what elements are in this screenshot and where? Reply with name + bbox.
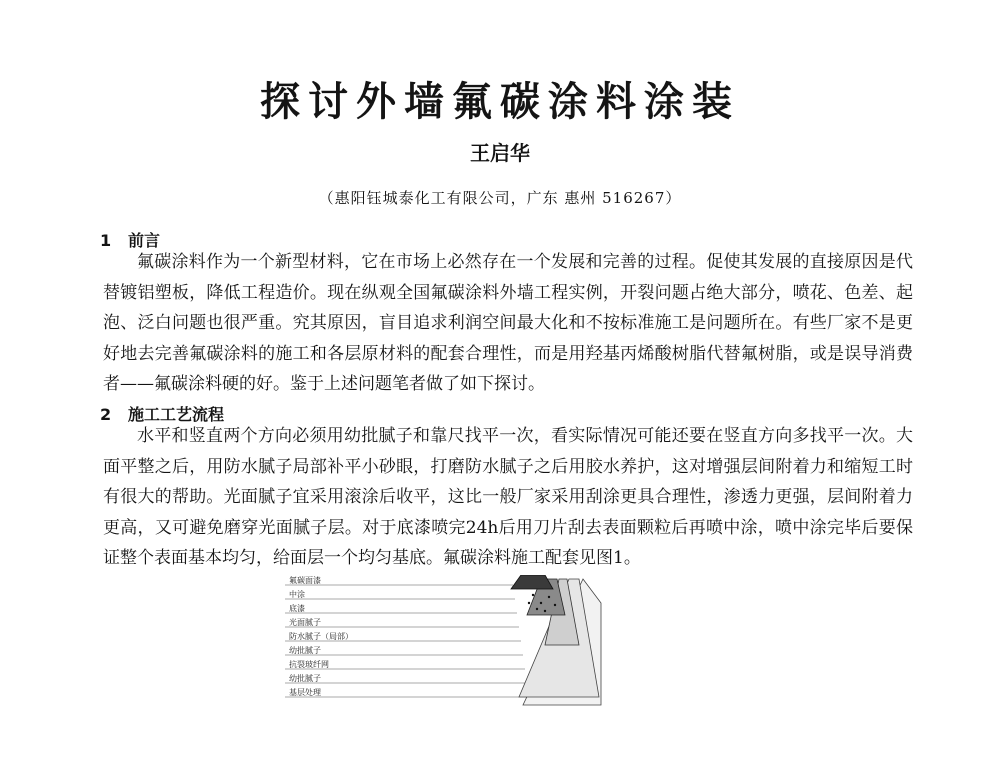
texture-dot: [548, 596, 550, 598]
layer-label: 光面腻子: [289, 618, 321, 627]
layer-label: 抗裂玻纤网: [289, 660, 329, 669]
layer-label: 底漆: [289, 604, 305, 613]
section-title: 前言: [128, 231, 161, 250]
section-title: 施工工艺流程: [128, 405, 225, 424]
texture-dot: [540, 602, 542, 604]
layer-label: 幼批腻子: [289, 674, 321, 683]
layer-label: 基层处理: [289, 688, 321, 697]
section-body-intro: 氟碳涂料作为一个新型材料，它在市场上必然存在一个发展和完善的过程。促使其发展的直接原因是代替镀铝塑板，降低工程造价。现在纵观全国氟碳涂料外墙工程实例，开裂问题占绝大部分，喷花、色差、起泡、泛白问题也很严重。究其原因，盲目追求利润空间最大化和不按标准施工是问题所在。有些厂家不是更好地去完善氟碳涂料的施工和各层原材料的配套合理性，而是用羟基丙烯酸树脂代替氟树脂，或是误导消费者——氟碳涂料硬的好。鉴于上述问题笔者做了如下探讨。: [103, 252, 913, 394]
texture-dot: [554, 604, 556, 606]
texture-dot: [536, 608, 538, 610]
author-affiliation: （惠阳钰城泰化工有限公司，广东 惠州 516267）: [318, 189, 682, 207]
author-name: 王启华: [470, 141, 530, 165]
layer-topcoat: [511, 575, 553, 589]
layer-label: 氟碳面漆: [289, 576, 321, 585]
texture-dot: [544, 610, 546, 612]
section-body-process: 水平和竖直两个方向必须用幼批腻子和靠尺找平一次，看实际情况可能还要在竖直方向多找平一次。大面平整之后，用防水腻子局部补平小砂眼，打磨防水腻子之后用胶水养护，这对增强层间附着力和缩短工时有很大的帮助。光面腻子宜采用滚涂后收平，这比一般厂家采用刮涂更具合理性，渗透力更强，层间附着力更高，又可避免磨穿光面腻子层。对于底漆喷完24h后用刀片刮去表面颗粒后再喷中涂，喷中涂完毕后要保证整个表面基本均匀，给面层一个均匀基底。氟碳涂料施工配套见图1。: [103, 426, 913, 568]
layer-label: 幼批腻子: [289, 646, 321, 655]
layer-label: 中涂: [289, 590, 305, 599]
layer-label: 防水腻子（局部）: [289, 632, 353, 641]
section-number: 2: [100, 405, 112, 424]
texture-dot: [532, 594, 534, 596]
texture-dot: [528, 602, 530, 604]
layer-diagram: [283, 575, 603, 715]
section-number: 1: [100, 231, 112, 250]
paper-title: 探讨外墙氟碳涂料涂装: [260, 79, 740, 125]
figure-1-coating-layers: [283, 575, 603, 715]
